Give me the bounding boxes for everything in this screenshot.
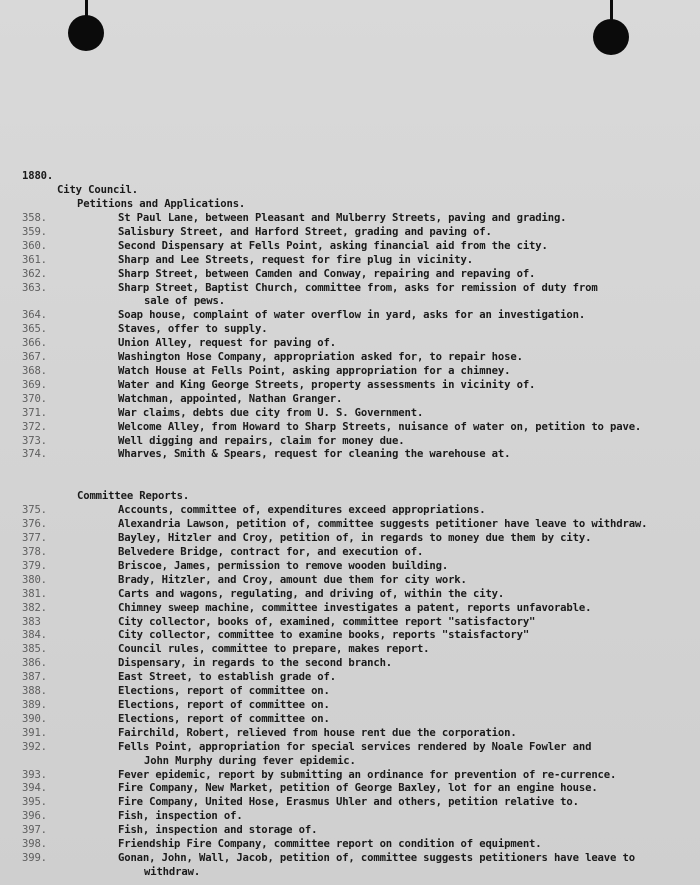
typed-index xyxy=(22,170,674,880)
committee-reports-list xyxy=(22,504,674,879)
index-entry xyxy=(22,588,674,602)
index-entry xyxy=(22,282,674,310)
entry-text xyxy=(118,282,674,310)
entry-text xyxy=(118,407,674,421)
index-entry xyxy=(22,782,674,796)
entry-number: 387. xyxy=(22,671,47,684)
entry-text xyxy=(118,421,674,435)
punch-hole-right xyxy=(593,19,629,55)
entry-line: Brady, Hitzler, and Croy, amount due them for city work. xyxy=(118,573,467,586)
entry-number: 393. xyxy=(22,768,47,781)
entry-number: 379. xyxy=(22,559,47,572)
index-entry xyxy=(22,824,674,838)
index-entry xyxy=(22,504,674,518)
entry-line: Washington Hose Company, appropriation asked for, to repair hose. xyxy=(118,351,523,364)
entry-text xyxy=(118,351,674,365)
entry-text xyxy=(118,629,674,643)
entry-text xyxy=(118,254,674,268)
entry-text xyxy=(118,713,674,727)
entry-number: 389. xyxy=(22,699,47,711)
index-entry xyxy=(22,852,674,880)
entry-text xyxy=(118,365,674,379)
entry-text xyxy=(118,699,674,713)
index-entry xyxy=(22,602,674,616)
index-entry xyxy=(22,574,674,588)
entry-number: 363. xyxy=(22,281,47,294)
section-gap xyxy=(22,462,674,490)
entry-line: Soap house, complaint of water overflow in yard, asks for an investigation. xyxy=(118,309,586,322)
entry-line: Sharp and Lee Streets, request for fire plug in vicinity. xyxy=(118,253,473,266)
year-heading: 1880. xyxy=(22,170,54,182)
entry-text xyxy=(118,671,674,685)
entry-line: Carts and wagons, regulating, and driving of, within the city. xyxy=(118,587,505,600)
entry-text xyxy=(118,588,674,602)
index-entry xyxy=(22,240,674,254)
entry-text xyxy=(118,810,674,824)
index-entry xyxy=(22,796,674,810)
index-entry xyxy=(22,518,674,532)
entry-number: 364. xyxy=(22,309,47,322)
index-entry xyxy=(22,671,674,685)
entry-line: Friendship Fire Company, committee report on condition of equipment. xyxy=(118,838,542,851)
index-entry xyxy=(22,337,674,351)
entry-line: Briscoe, James, permission to remove wooden building. xyxy=(118,559,449,572)
index-entry xyxy=(22,560,674,574)
index-entry xyxy=(22,713,674,727)
index-entry xyxy=(22,351,674,365)
entry-line: Council rules, committee to prepare, makes report. xyxy=(118,643,430,656)
entry-line: Accounts, committee of, expenditures exceed appropriations. xyxy=(118,504,486,517)
entry-line: Sharp Street, Baptist Church, committee from, asks for remission of duty from xyxy=(118,281,598,294)
entry-number: 371. xyxy=(22,406,47,419)
index-entry xyxy=(22,212,674,226)
index-entry xyxy=(22,226,674,240)
entry-number: 381. xyxy=(22,587,47,600)
punch-hole-left xyxy=(68,15,104,51)
entry-text xyxy=(118,560,674,574)
entry-text xyxy=(118,532,674,546)
entry-line: Union Alley, request for paving of. xyxy=(118,337,336,350)
entry-number: 372. xyxy=(22,420,47,433)
entry-line: Fish, inspection of. xyxy=(118,810,243,823)
entry-text xyxy=(118,518,674,532)
entry-line: City collector, books of, examined, committee report "satisfactory" xyxy=(118,615,536,628)
entry-number: 399. xyxy=(22,851,47,864)
entry-text xyxy=(118,268,674,282)
index-entry xyxy=(22,810,674,824)
entry-text xyxy=(118,379,674,393)
entry-line: Fire Company, New Market, petition of George Baxley, lot for an engine house. xyxy=(118,782,598,795)
index-entry xyxy=(22,448,674,462)
entry-line: City collector, committee to examine books, reports "staisfactory" xyxy=(118,629,530,642)
entry-text xyxy=(118,504,674,518)
entry-number: 396. xyxy=(22,810,47,823)
entry-line: St Paul Lane, between Pleasant and Mulberry Streets, paving and grading. xyxy=(118,212,567,224)
section-title-committee-reports: Committee Reports. xyxy=(77,490,190,503)
entry-text xyxy=(118,435,674,449)
entry-text xyxy=(118,796,674,810)
index-entry xyxy=(22,643,674,657)
entry-number: 391. xyxy=(22,726,47,739)
entry-text xyxy=(118,643,674,657)
index-entry xyxy=(22,365,674,379)
entry-line: Belvedere Bridge, contract for, and execution of. xyxy=(118,546,424,559)
entry-number: 369. xyxy=(22,378,47,391)
entry-line: Elections, report of committee on. xyxy=(118,712,330,725)
index-entry xyxy=(22,629,674,643)
entry-number: 365. xyxy=(22,323,47,336)
entry-line: Wharves, Smith & Spears, request for cleaning the warehouse at. xyxy=(118,448,511,461)
entry-line: Fish, inspection and storage of. xyxy=(118,824,318,837)
entry-number: 373. xyxy=(22,434,47,447)
entry-number: 359. xyxy=(22,225,47,238)
entry-text xyxy=(118,838,674,852)
entry-number: 367. xyxy=(22,351,47,364)
entry-text xyxy=(118,240,674,254)
entry-line: Alexandria Lawson, petition of, committee suggests petitioner have leave to withdraw. xyxy=(118,518,648,531)
index-entry xyxy=(22,838,674,852)
entry-number: 398. xyxy=(22,838,47,851)
entry-number: 384. xyxy=(22,629,47,642)
entry-text xyxy=(118,782,674,796)
index-entry xyxy=(22,699,674,713)
entry-number: 397. xyxy=(22,824,47,837)
entry-line: Sharp Street, between Camden and Conway, repairing and repaving of. xyxy=(118,267,536,280)
entry-continuation: withdraw. xyxy=(144,865,201,878)
entry-text xyxy=(118,852,674,880)
entry-line: Fells Point, appropriation for special services rendered by Noale Fowler and xyxy=(118,740,592,753)
section-title-petitions: Petitions and Applications. xyxy=(77,198,246,210)
entry-number: 394. xyxy=(22,782,47,795)
index-entry xyxy=(22,727,674,741)
entry-text xyxy=(118,616,674,630)
entry-line: Fire Company, United Hose, Erasmus Uhler and others, petition relative to. xyxy=(118,796,579,809)
entry-line: Elections, report of committee on. xyxy=(118,699,330,711)
entry-continuation: John Murphy during fever epidemic. xyxy=(144,754,356,767)
index-entry xyxy=(22,407,674,421)
entry-text xyxy=(118,769,674,783)
entry-text xyxy=(118,226,674,240)
entry-text xyxy=(118,448,674,462)
entry-line: Fever epidemic, report by submitting an ordinance for prevention of re-currence. xyxy=(118,768,617,781)
index-entry xyxy=(22,657,674,671)
entry-number: 383 xyxy=(22,615,41,628)
index-entry xyxy=(22,435,674,449)
entry-number: 377. xyxy=(22,532,47,545)
entry-number: 368. xyxy=(22,364,47,377)
index-entry xyxy=(22,769,674,783)
entry-line: Well digging and repairs, claim for money due. xyxy=(118,434,405,447)
entry-line: East Street, to establish grade of. xyxy=(118,671,336,684)
index-entry xyxy=(22,309,674,323)
entry-number: 386. xyxy=(22,657,47,670)
entry-text xyxy=(118,337,674,351)
entry-number: 380. xyxy=(22,573,47,586)
entry-line: Chimney sweep machine, committee investigates a patent, reports unfavorable. xyxy=(118,601,592,614)
entry-text xyxy=(118,323,674,337)
council-heading: City Council. xyxy=(57,184,138,196)
entry-number: 388. xyxy=(22,685,47,698)
entry-line: Bayley, Hitzler and Croy, petition of, in regards to money due them by city. xyxy=(118,532,592,545)
entry-text xyxy=(118,685,674,699)
entry-continuation: sale of pews. xyxy=(144,295,225,308)
entry-number: 370. xyxy=(22,392,47,405)
index-entry xyxy=(22,741,674,769)
entry-line: Elections, report of committee on. xyxy=(118,685,330,698)
entry-number: 385. xyxy=(22,643,47,656)
index-entry xyxy=(22,254,674,268)
index-entry xyxy=(22,616,674,630)
index-entry xyxy=(22,421,674,435)
entry-number: 382. xyxy=(22,601,47,614)
entry-text xyxy=(118,657,674,671)
entry-text xyxy=(118,727,674,741)
entry-line: Dispensary, in regards to the second branch. xyxy=(118,657,393,670)
index-entry xyxy=(22,685,674,699)
entry-number: 366. xyxy=(22,337,47,350)
index-entry xyxy=(22,393,674,407)
entry-text xyxy=(118,546,674,560)
index-entry xyxy=(22,532,674,546)
entry-number: 375. xyxy=(22,504,47,517)
index-entry xyxy=(22,323,674,337)
entry-text xyxy=(118,309,674,323)
petitions-list xyxy=(22,212,674,462)
entry-text xyxy=(118,602,674,616)
entry-number: 360. xyxy=(22,239,47,252)
entry-line: Water and King George Streets, property assessments in vicinity of. xyxy=(118,378,536,391)
entry-line: Salisbury Street, and Harford Street, grading and paving of. xyxy=(118,225,492,238)
entry-line: Welcome Alley, from Howard to Sharp Streets, nuisance of water on, petition to pave. xyxy=(118,420,642,433)
index-entry xyxy=(22,268,674,282)
entry-line: Watch House at Fells Point, asking appropriation for a chimney. xyxy=(118,364,511,377)
entry-number: 358. xyxy=(22,212,47,224)
entry-line: Watchman, appointed, Nathan Granger. xyxy=(118,392,343,405)
entry-text xyxy=(118,212,674,226)
entry-number: 392. xyxy=(22,740,47,753)
entry-number: 362. xyxy=(22,267,47,280)
entry-number: 390. xyxy=(22,712,47,725)
entry-line: War claims, debts due city from U. S. Government. xyxy=(118,406,424,419)
entry-line: Staves, offer to supply. xyxy=(118,323,268,336)
index-entry xyxy=(22,546,674,560)
index-entry xyxy=(22,379,674,393)
entry-line: Second Dispensary at Fells Point, asking financial aid from the city. xyxy=(118,239,548,252)
entry-line: Fairchild, Robert, relieved from house rent due the corporation. xyxy=(118,726,517,739)
entry-line: Gonan, John, Wall, Jacob, petition of, committee suggests petitioners have leave to xyxy=(118,851,635,864)
entry-number: 376. xyxy=(22,518,47,531)
entry-number: 374. xyxy=(22,448,47,461)
entry-text xyxy=(118,741,674,769)
entry-text xyxy=(118,393,674,407)
entry-text xyxy=(118,574,674,588)
entry-number: 361. xyxy=(22,253,47,266)
entry-number: 395. xyxy=(22,796,47,809)
entry-text xyxy=(118,824,674,838)
entry-number: 378. xyxy=(22,546,47,559)
